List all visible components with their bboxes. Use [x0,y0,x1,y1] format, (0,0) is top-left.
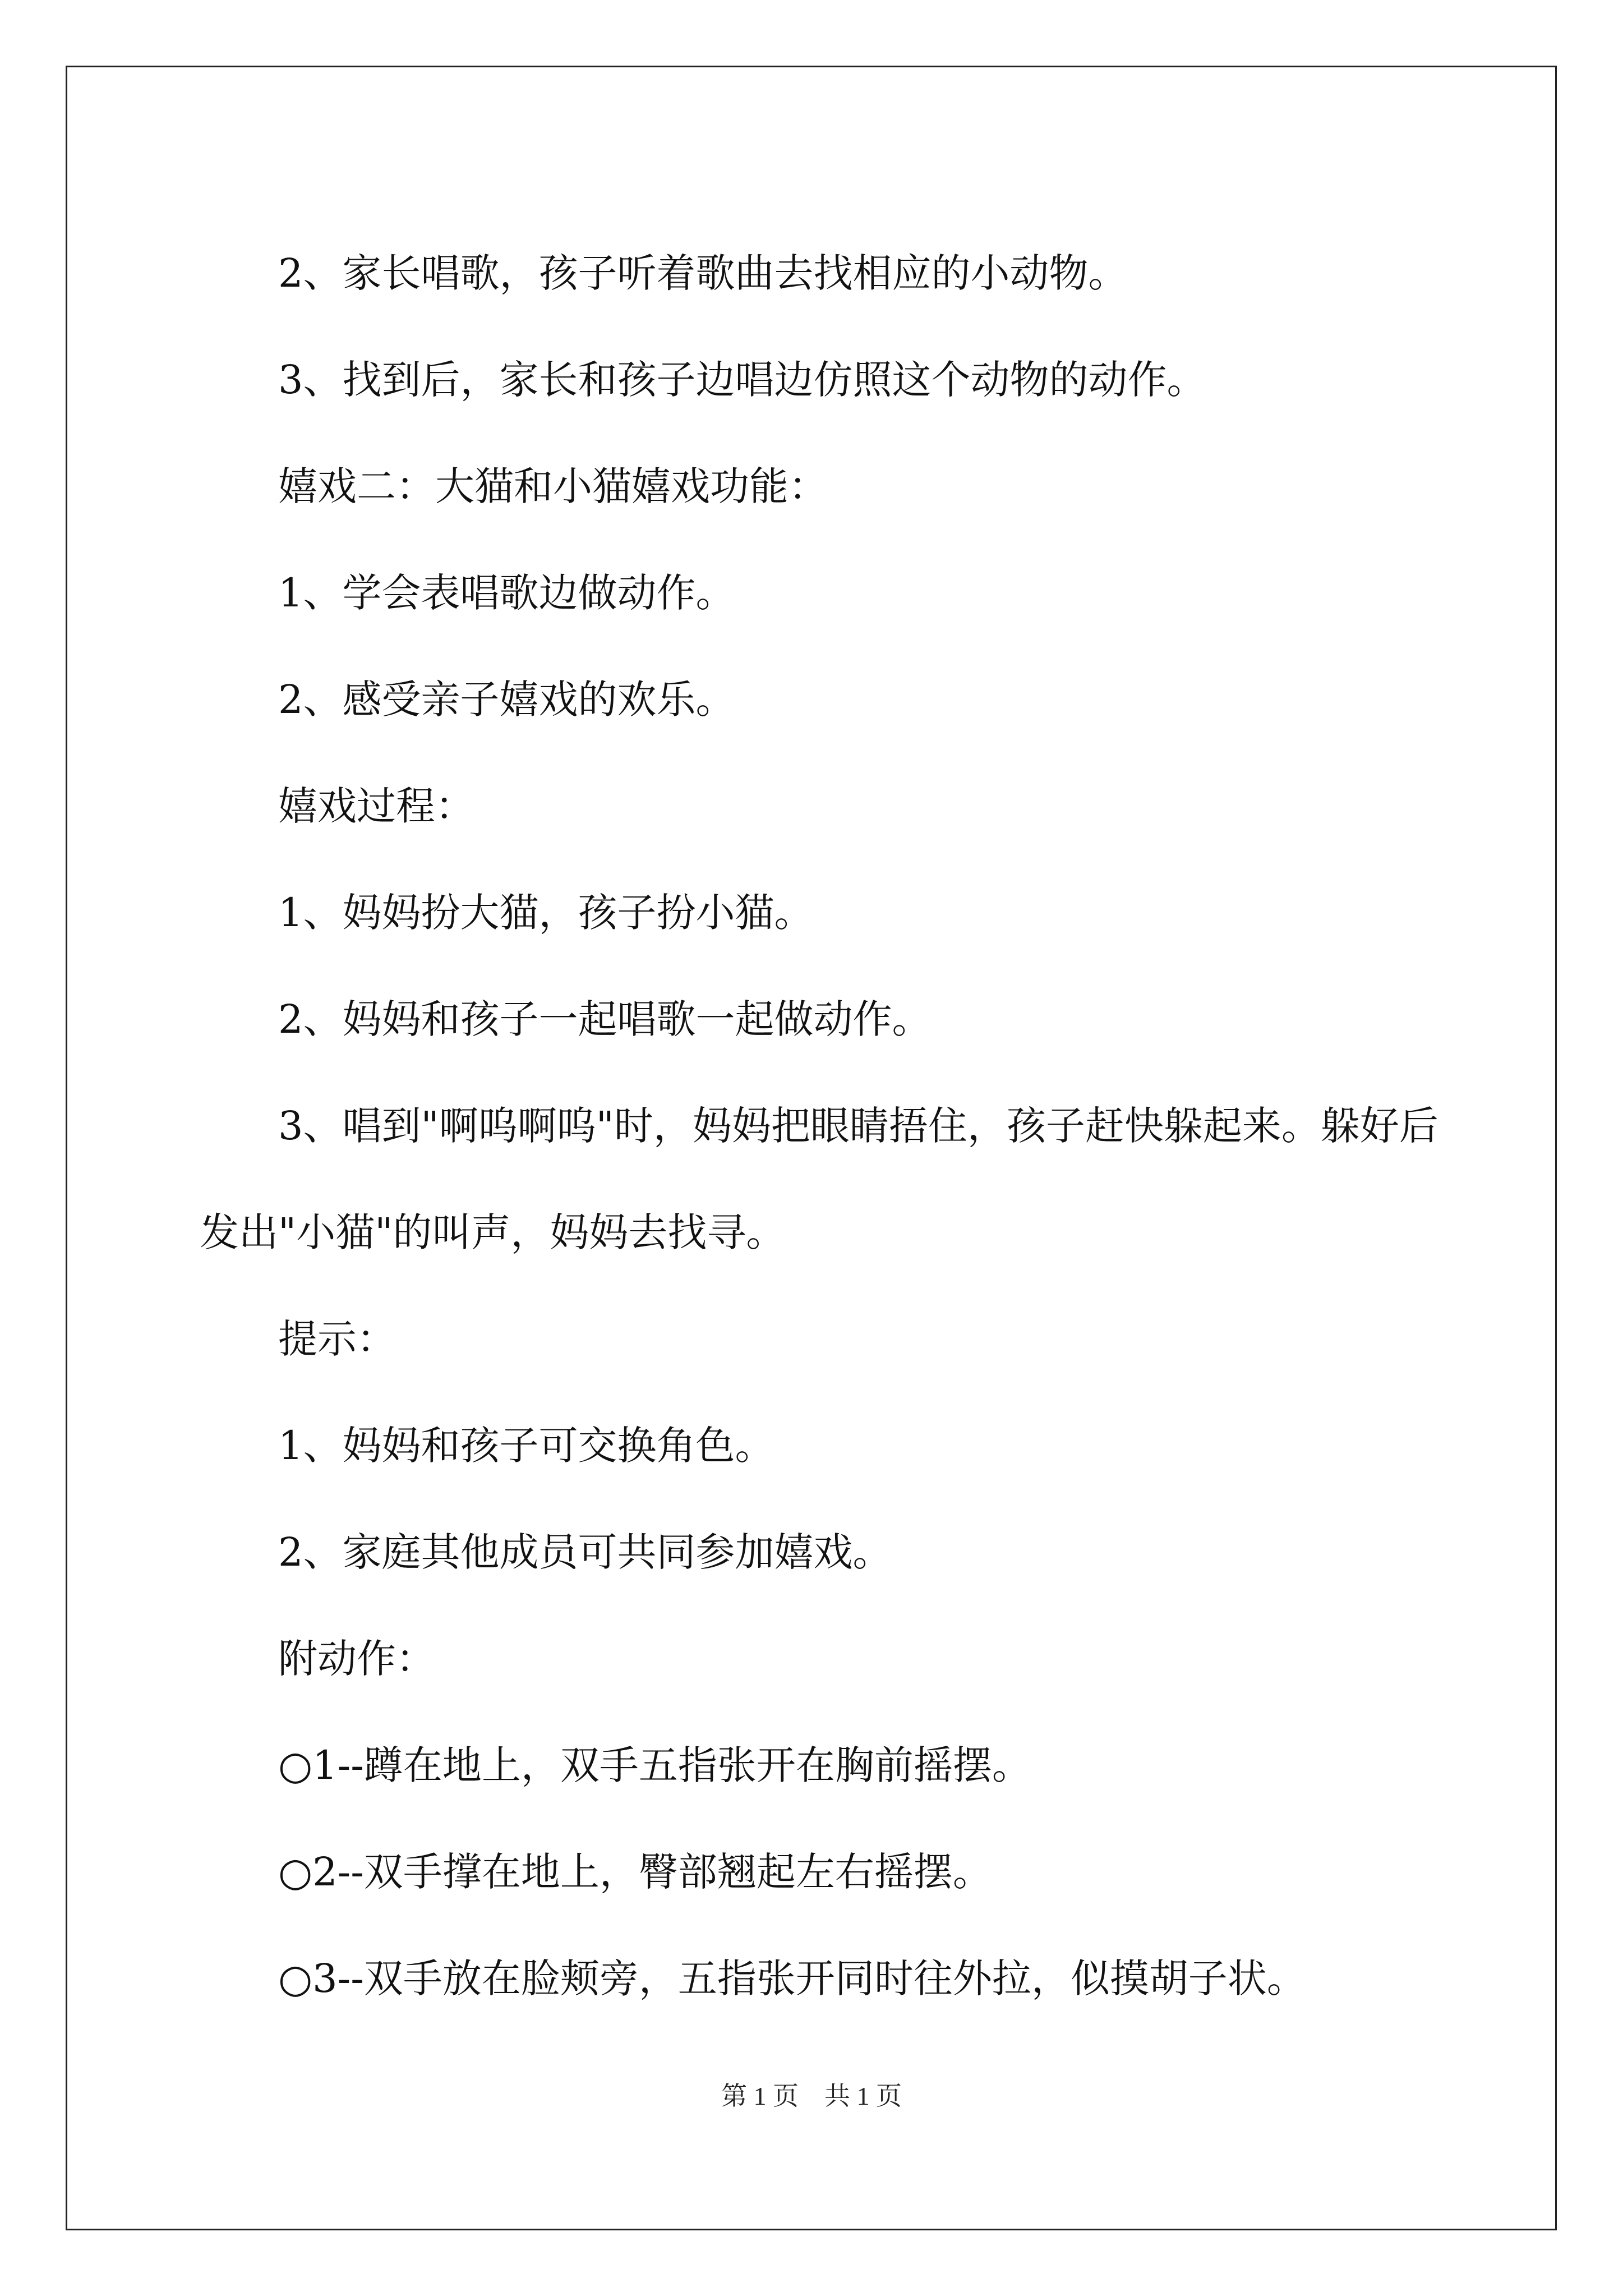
section-heading: 嬉戏二：大猫和小猫嬉戏功能： [278,463,828,509]
section-heading: 提示： [278,1316,396,1362]
paragraph: 2、家庭其他成员可共同参加嬉戏。 [278,1529,892,1575]
paragraph: 1、学会表唱歌边做动作。 [278,570,735,616]
section-heading: 附动作： [278,1636,435,1682]
paragraph: 2、妈妈和孩子一起唱歌一起做动作。 [278,996,932,1042]
page-number-footer: 第 1 页 共 1 页 [721,2082,902,2110]
paragraph: 2、感受亲子嬉戏的欢乐。 [278,677,735,723]
paragraph: 1、妈妈扮大猫，孩子扮小猫。 [278,890,814,936]
paragraph: 2、家长唱歌，孩子听着歌曲去找相应的小动物。 [278,250,1128,296]
document-body [200,220,1445,2032]
paragraph: 3、唱到"啊呜啊呜"时，妈妈把眼睛捂住，孩子赶快躲起来。躲好后发出"小猫"的叫声，妈妈去找寻。 [200,1103,1438,1255]
paragraph: ○1--蹲在地上，双手五指张开在胸前摇摆。 [278,1742,1031,1788]
section-heading: 嬉戏过程： [278,783,474,829]
paragraph: ○2--双手撑在地上，臀部翘起左右摇摆。 [278,1849,992,1895]
paragraph: 3、找到后，家长和孩子边唱边仿照这个动物的动作。 [278,357,1206,403]
paragraph: 1、妈妈和孩子可交换角色。 [278,1423,774,1469]
paragraph: ○3--双手放在脸颊旁，五指张开同时往外拉，似摸胡子状。 [278,1955,1306,2001]
